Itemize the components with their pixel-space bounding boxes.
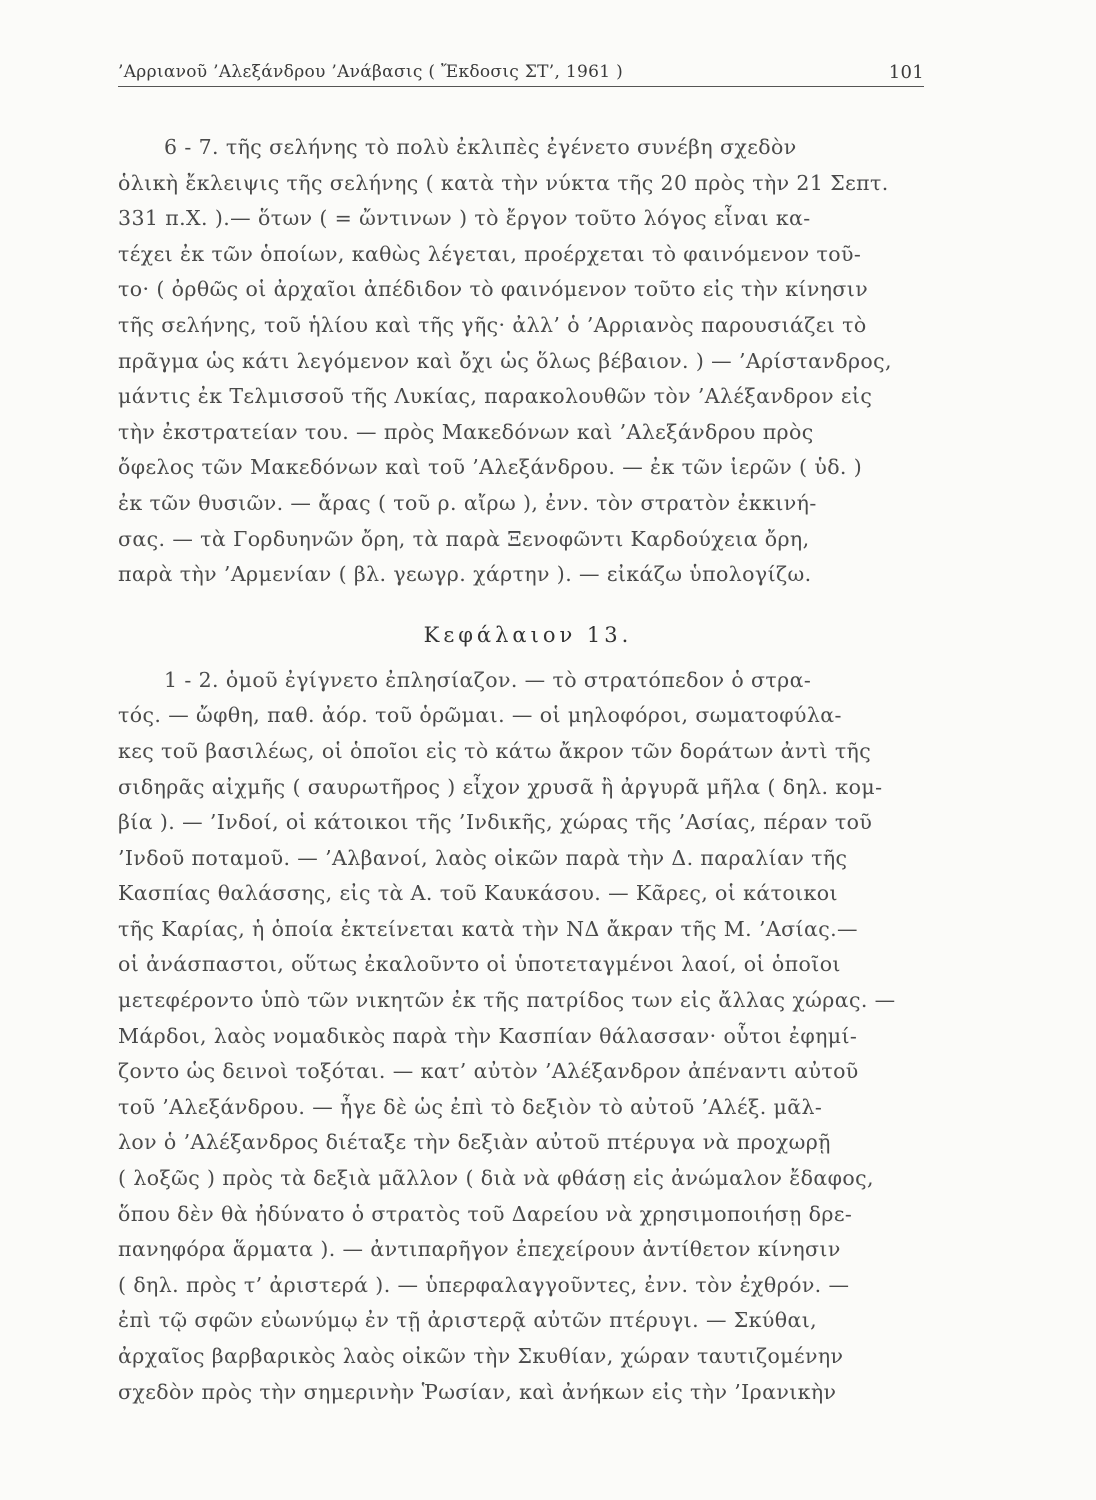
text-line: κες τοῦ βασιλέως, οἱ ὁποῖοι εἰς τὸ κάτω ἄκρον τῶν δοράτων ἀντὶ τῆς	[118, 738, 872, 763]
text-line: 6 - 7. τῆς σελήνης τὸ πολὺ ἐκλιπὲς ἐγένετο συνέβη σχεδὸν	[164, 135, 797, 159]
text-line: τέχει ἐκ τῶν ὁποίων, καθὼς λέγεται, προέρχεται τὸ φαινόμενον τοῦ-	[118, 241, 862, 266]
text-line: ( δηλ. πρὸς τ’ ἀριστερά ). — ὑπερφαλαγγοῦντες, ἐνν. τὸν ἐχθρόν. —	[118, 1272, 850, 1297]
text-line: παρὰ τὴν ’Αρμενίαν ( βλ. γεωγρ. χάρτην ). — εἰκάζω ὑπολογίζω.	[118, 562, 812, 587]
page-body	[118, 130, 938, 1410]
text-line: πανηφόρα ἅρματα ). — ἀντιπαρῆγον ἐπεχείρουν ἀντίθετον κίνησιν	[118, 1237, 841, 1262]
text-line: λον ὁ ’Αλέξανδρος διέταξε τὴν δεξιὰν αὐτοῦ πτέρυγα νὰ προχωρῇ	[118, 1130, 831, 1155]
text-line: σχεδὸν πρὸς τὴν σημερινὴν Ῥωσίαν, καὶ ἀνήκων εἰς τὴν ’Ιρανικὴν	[118, 1379, 837, 1404]
text-line: τῆς Καρίας, ἡ ὁποία ἐκτείνεται κατὰ τὴν ΝΔ ἄκραν τῆς Μ. ’Ασίας.—	[118, 916, 858, 941]
text-line: ἐπὶ τῷ σφῶν εὐωνύμῳ ἐν τῇ ἀριστερᾷ αὐτῶν πτέρυγι. — Σκύθαι,	[118, 1308, 818, 1333]
text-line: Μάρδοι, λαὸς νομαδικὸς παρὰ τὴν Κασπίαν θάλασσαν· οὗτοι ἐφημί-	[118, 1023, 858, 1048]
chapter-heading: Κεφάλαιον 13.	[423, 622, 633, 647]
text-line: ὅπου δὲν θὰ ἠδύνατο ὁ στρατὸς τοῦ Δαρείου νὰ χρησιμοποιήσῃ δρε-	[118, 1201, 853, 1226]
text-line: ’Ινδοῦ ποταμοῦ. — ’Αλβανοί, λαὸς οἰκῶν παρὰ τὴν Δ. παραλίαν τῆς	[118, 845, 848, 870]
text-line: το· ( ὀρθῶς οἱ ἀρχαῖοι ἀπέδιδον τὸ φαινόμενον τοῦτο εἰς τὴν κίνησιν	[118, 277, 869, 302]
text-line: 1 - 2. ὁμοῦ ἐγίγνετο ἐπλησίαζον. — τὸ στρατόπεδον ὁ στρα-	[164, 667, 812, 692]
text-line: μετεφέροντο ὑπὸ τῶν νικητῶν ἐκ τῆς πατρίδος των εἰς ἄλλας χώρας. —	[118, 988, 896, 1013]
text-line: πρᾶγμα ὡς κάτι λεγόμενον καὶ ὄχι ὡς ὅλως βέβαιον. ) — ’Αρίστανδρος,	[118, 348, 892, 373]
commentary-paragraph-2	[118, 663, 938, 1410]
text-line: σιδηρᾶς αἰχμῆς ( σαυρωτῆρος ) εἶχον χρυσᾶ ἢ ἀργυρᾶ μῆλα ( δηλ. κομ-	[118, 774, 883, 799]
page-number: 101	[888, 62, 924, 83]
text-line: μάντις ἐκ Τελμισσοῦ τῆς Λυκίας, παρακολουθῶν τὸν ’Αλέξανδρον εἰς	[118, 384, 873, 409]
text-line: τῆς σελήνης, τοῦ ἡλίου καὶ τῆς γῆς· ἀλλ’ ὁ ’Αρριανὸς παρουσιάζει τὸ	[118, 312, 867, 337]
text-line: τὴν ἐκστρατείαν του. — πρὸς Μακεδόνων καὶ ’Αλεξάνδρου πρὸς	[118, 419, 814, 444]
text-line: ἀρχαῖος βαρβαρικὸς λαὸς οἰκῶν τὴν Σκυθίαν, χώραν ταυτιζομένην	[118, 1344, 844, 1368]
text-line: ὁλικὴ ἔκλειψις τῆς σελήνης ( κατὰ τὴν νύκτα τῆς 20 πρὸς τὴν 21 Σεπτ.	[118, 170, 889, 195]
text-line: ζοντο ὡς δεινοὶ τοξόται. — κατ’ αὐτὸν ’Αλέξανδρον ἀπέναντι αὐτοῦ	[118, 1059, 859, 1084]
commentary-paragraph-1	[118, 130, 938, 593]
text-line: 331 π.Χ. ).— ὅτων ( = ὤντινων ) τὸ ἔργον τοῦτο λόγος εἶναι κα-	[118, 206, 811, 231]
running-title: ’Αρριανοῦ ’Αλεξάνδρου ’Ανάβασις ( Ἔκδοσις ΣΤ’, 1961 )	[118, 62, 623, 82]
running-header	[118, 62, 924, 87]
text-line: ( λοξῶς ) πρὸς τὰ δεξιὰ μᾶλλον ( διὰ νὰ φθάσῃ εἰς ἀνώμαλον ἔδαφος,	[118, 1166, 874, 1191]
text-line: οἱ ἀνάσπαστοι, οὕτως ἐκαλοῦντο οἱ ὑποτεταγμένοι λαοί, οἱ ὁποῖοι	[118, 952, 841, 977]
text-line: ὄφελος τῶν Μακεδόνων καὶ τοῦ ’Αλεξάνδρου. — ἐκ τῶν ἱερῶν ( ὑδ. )	[118, 455, 863, 480]
text-line: τοῦ ’Αλεξάνδρου. — ἦγε δὲ ὡς ἐπὶ τὸ δεξιὸν τὸ αὐτοῦ ’Αλέξ. μᾶλ-	[118, 1094, 823, 1119]
text-line: Κασπίας θαλάσσης, εἰς τὰ Α. τοῦ Καυκάσου. — Κᾶρες, οἱ κάτοικοι	[118, 881, 838, 906]
text-line: σας. — τὰ Γορδυηνῶν ὄρη, τὰ παρὰ Ξενοφῶντι Καρδούχεια ὄρη,	[118, 526, 810, 551]
text-line: ἐκ τῶν θυσιῶν. — ἄρας ( τοῦ ρ. αἴρω ), ἐνν. τὸν στρατὸν ἐκκινή-	[118, 490, 817, 515]
text-line: τός. — ὤφθη, παθ. ἀόρ. τοῦ ὁρῶμαι. — οἱ μηλοφόροι, σωματοφύλα-	[118, 703, 842, 728]
text-line: βία ). — ’Ινδοί, οἱ κάτοικοι τῆς ’Ινδικῆς, χώρας τῆς ’Ασίας, πέραν τοῦ	[118, 810, 873, 835]
